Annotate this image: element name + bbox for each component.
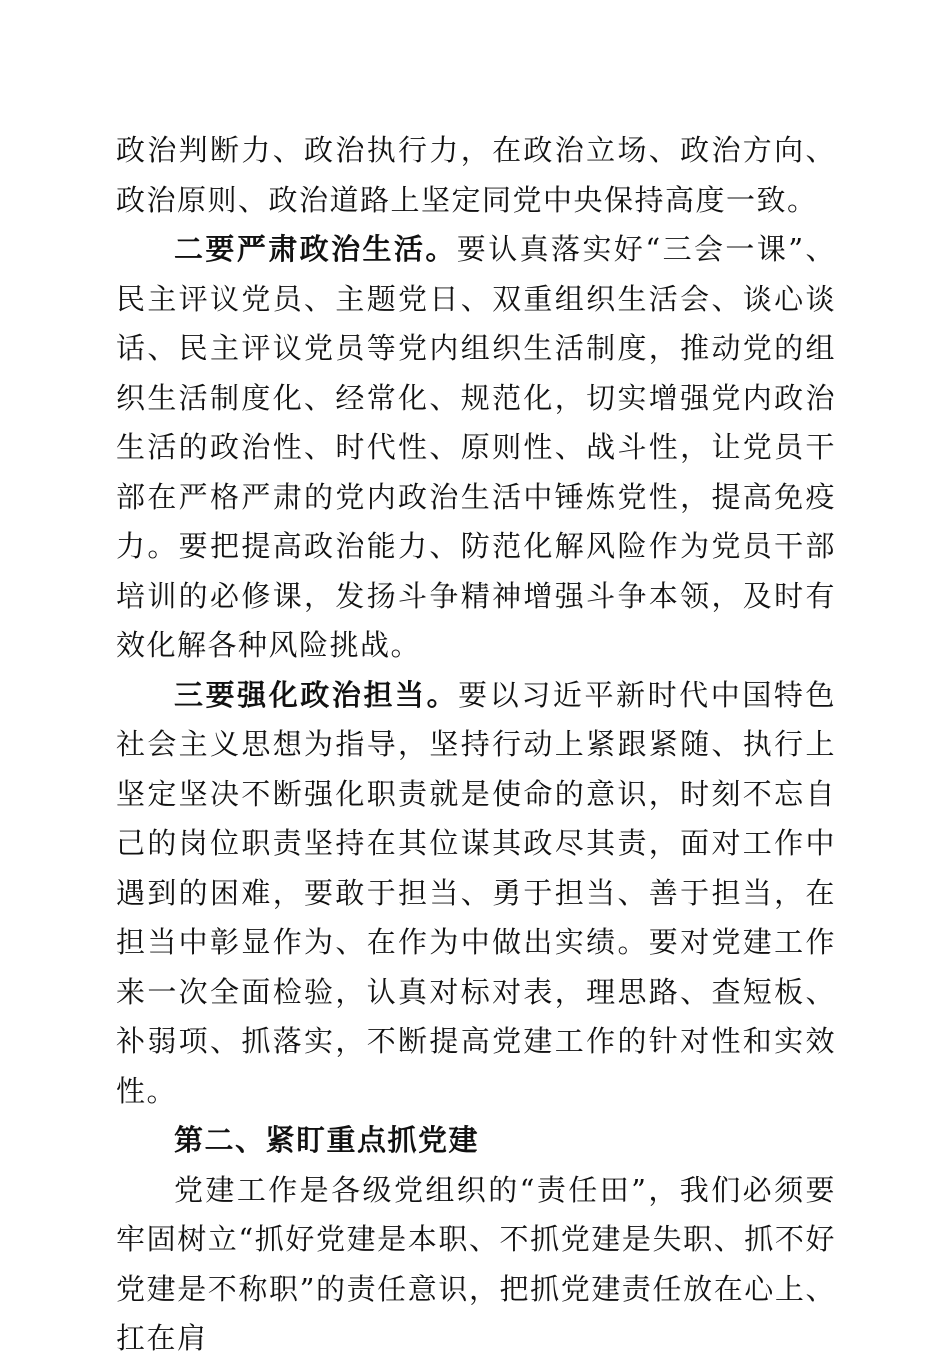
- paragraph-text: 要以习近平新时代中国特色社会主义思想为指导，坚持行动上紧跟紧随、执行上坚定坚决不断强化职责就是使命的意识，时刻不忘自己的岗位职责坚持在其位谋其政尽其责，面对工作中遇到的困难，要敢于担当、勇于担当、善于担当，在担当中彰显作为、在作为中做出实绩。要对党建工作来一次全面检验，认真对标对表，理思路、查短板、补弱项、抓落实，不断提高党建工作的针对性和实效性。: [116, 677, 836, 1108]
- document-body: [116, 126, 836, 1364]
- paragraph-continuation: [116, 126, 836, 225]
- paragraph-party-building: [116, 1166, 836, 1364]
- paragraph-lead: 三要强化政治担当。: [174, 677, 459, 712]
- paragraph-text: 要认真落实好“三会一课”、民主评议党员、主题党日、双重组织生活会、谈心谈话、民主评议党员等党内组织生活制度，推动党的组织生活制度化、经常化、规范化，切实增强党内政治生活的政治性、时代性、原则性、战斗性，让党员干部在严格严肃的党内政治生活中锤炼党性，提高免疫力。要把提高政治能力、防范化解风险作为党员干部培训的必修课，发扬斗争精神增强斗争本领，及时有效化解各种风险挑战。: [116, 232, 836, 662]
- paragraph-lead: 二要严肃政治生活。: [174, 232, 457, 266]
- section-heading: 第二、紧盯重点抓党建: [174, 1123, 480, 1157]
- paragraph-political-responsibility: [116, 671, 836, 1117]
- paragraph-political-life: [116, 225, 836, 671]
- paragraph-text: 政治判断力、政治执行力，在政治立场、政治方向、政治原则、政治道路上坚定同党中央保持高度一致。: [116, 133, 836, 217]
- paragraph-text: 党建工作是各级党组织的“责任田”，我们必须要牢固树立“抓好党建是本职、不抓党建是失职、抓不好党建是不称职”的责任意识，把抓党建责任放在心上、扛在肩: [116, 1172, 836, 1355]
